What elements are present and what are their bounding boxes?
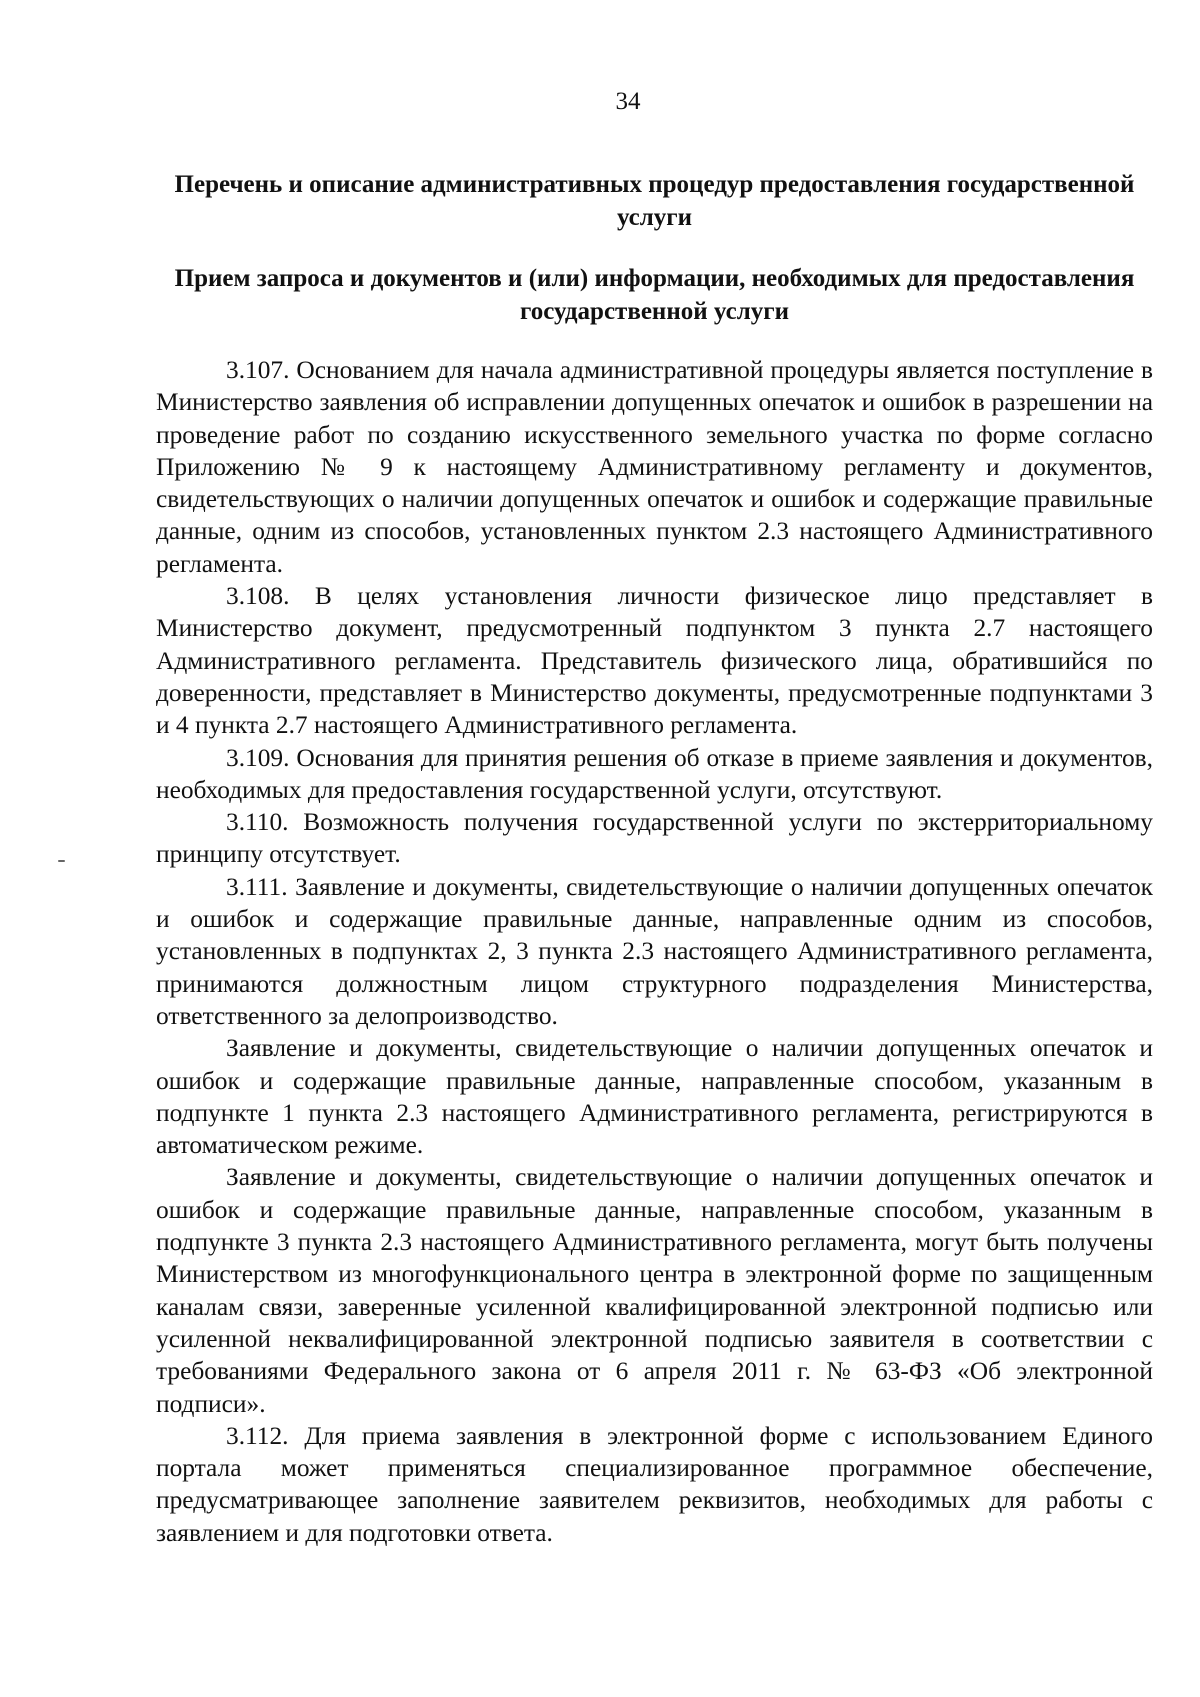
paragraph-3-111-cont-2: Заявление и документы, свидетельствующие о наличии допущенных опечаток и ошибок и содержащие правильные данные, направленные способом, указанным в подпункте 3 пункта 2.3 настоящего Административного регламента, могут быть получены Министерством из многофункционального центра в электронной форме по защищенным каналам связи, заверенные усиленной квалифицированной электронной подписью или усиленной неквалифицированной электронной подписью заявителя в соответствии с требованиями Федерального закона от 6 апреля 2011 г. № 63-ФЗ «Об электронной подписи». — [156, 1163, 1153, 1418]
paragraph-3-110: 3.110. Возможность получения государственной услуги по экстерриториальному принципу отсутствует. — [156, 808, 1153, 869]
paragraph-3-111-cont-1: Заявление и документы, свидетельствующие о наличии допущенных опечаток и ошибок и содержащие правильные данные, направленные способом, указанным в подпункте 1 пункта 2.3 настоящего Административного регламента, регистрируются в автоматическом режиме. — [156, 1034, 1153, 1160]
paragraph-list — [156, 354, 1153, 1549]
paragraph-3-107: 3.107. Основанием для начала административной процедуры является поступление в Министерство заявления об исправлении допущенных опечаток и ошибок в разрешении на проведение работ по созданию искусственного земельного участка по форме согласно Приложению № 9 к настоящему Административному регламенту и документов, свидетельствующих о наличии допущенных опечаток и ошибок и содержащие правильные данные, одним из способов, установленных пунктом 2.3 настоящего Административного регламента. — [156, 356, 1153, 578]
section-heading: Перечень и описание административных процедур предоставления государственной услуги — [174, 171, 1135, 231]
scan-speck — [58, 860, 65, 862]
paragraph-3-109: 3.109. Основания для принятия решения об отказе в приеме заявления и документов, необходимых для предоставления государственной услуги, отсутствуют. — [156, 743, 1153, 804]
page-number: 34 — [615, 88, 641, 115]
paragraph-3-108: 3.108. В целях установления личности физическое лицо представляет в Министерство документ, предусмотренный подпунктом 3 пункта 2.7 настоящего Административного регламента. Представитель физического лица, обратившийся по доверенности, представляет в Министерство документы, предусмотренные подпунктами 3 и 4 пункта 2.7 настоящего Административного регламента. — [156, 582, 1153, 740]
paragraph-3-111: 3.111. Заявление и документы, свидетельствующие о наличии допущенных опечаток и ошибок и содержащие правильные данные, направленные одним из способов, установленных в подпунктах 2, 3 пункта 2.3 настоящего Административного регламента, принимаются должностным лицом структурного подразделения Министерства, ответственного за делопроизводство. — [156, 872, 1153, 1030]
document-body — [156, 168, 1153, 1549]
paragraph-3-112: 3.112. Для приема заявления в электронной форме с использованием Единого портала может применяться специализированное программное обеспечение, предусматривающее заполнение заявителем реквизитов, необходимых для работы с заявлением и для подготовки ответа. — [156, 1421, 1153, 1547]
subsection-heading: Прием запроса и документов и (или) информации, необходимых для предоставления государственной услуги — [174, 265, 1135, 325]
